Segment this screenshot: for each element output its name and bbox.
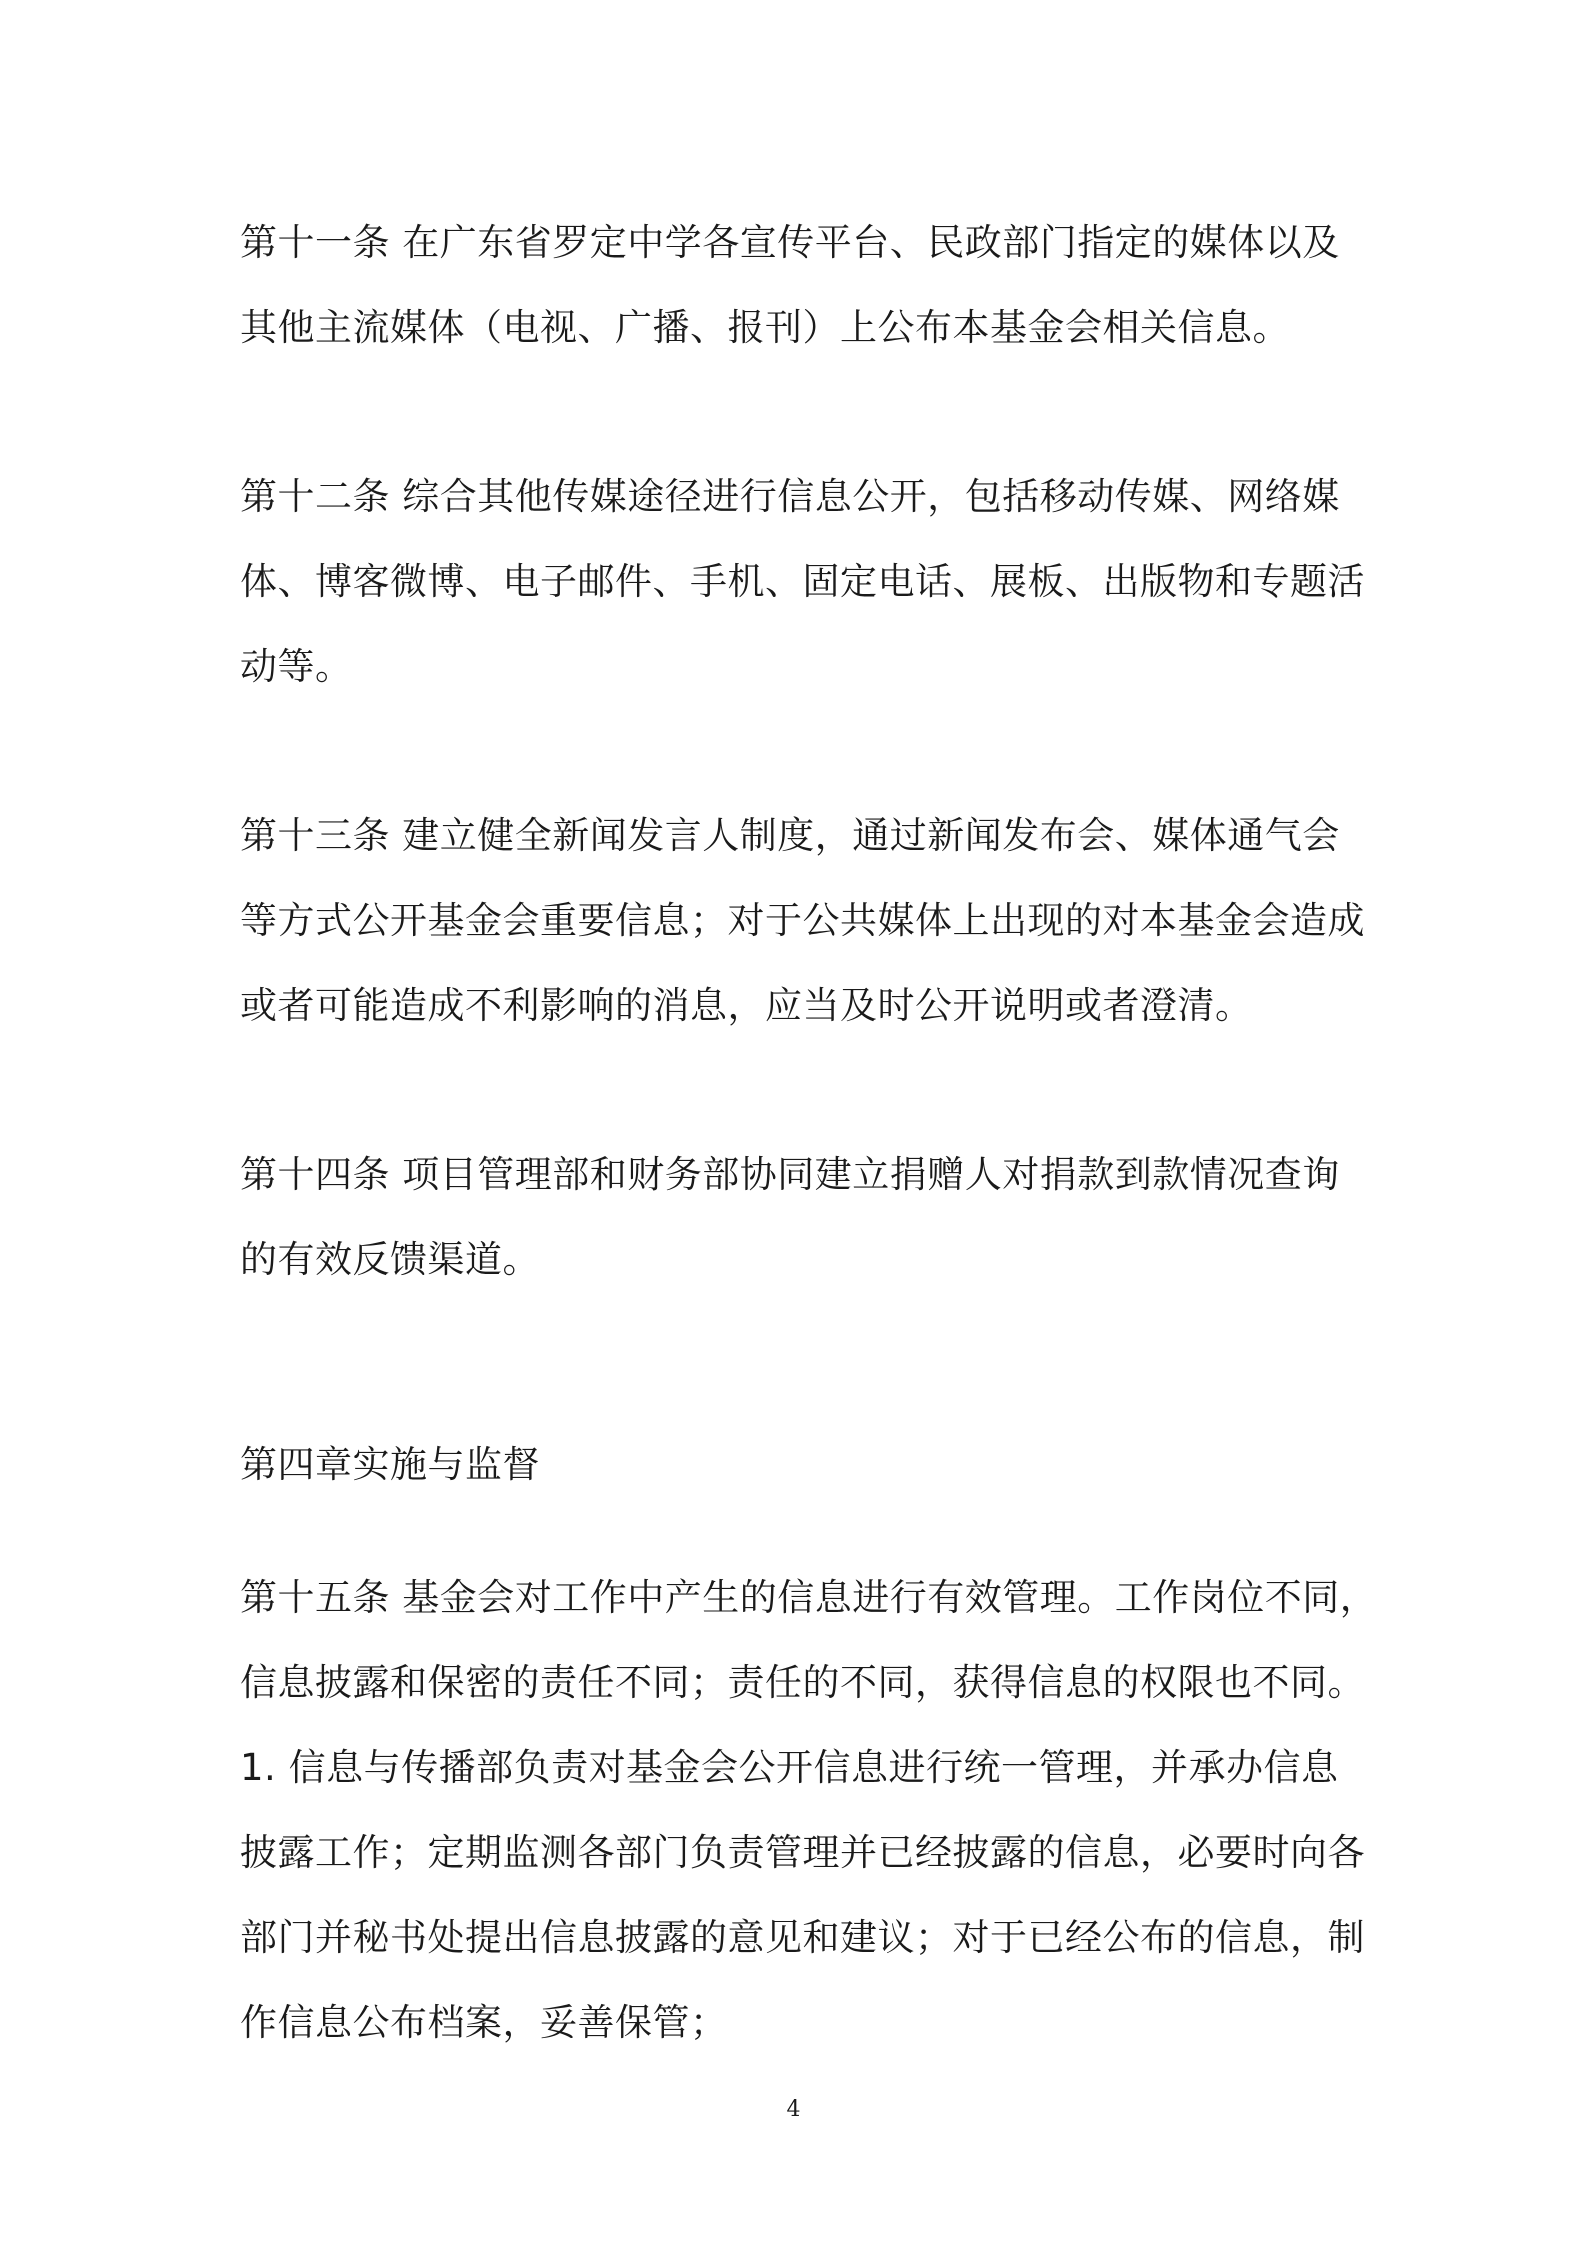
- article-line: 的有效反馈渠道。: [240, 1238, 540, 1281]
- article-line: 第十二条 综合其他传媒途径进行信息公开，包括移动传媒、网络媒: [240, 475, 1340, 518]
- article-line: 第十一条 在广东省罗定中学各宣传平台、民政部门指定的媒体以及: [240, 221, 1340, 264]
- article-11: [240, 200, 1360, 370]
- list-item-line: 作信息公布档案，妥善保管；: [240, 2001, 728, 2044]
- article-line: 第十五条 基金会对工作中产生的信息进行有效管理。工作岗位不同，: [240, 1576, 1378, 1619]
- document-body: [240, 200, 1378, 2065]
- article-15: [240, 1555, 1378, 2065]
- article-line: 第十四条 项目管理部和财务部协同建立捐赠人对捐款到款情况查询: [240, 1153, 1340, 1196]
- article-line: 或者可能造成不利影响的消息，应当及时公开说明或者澄清。: [240, 984, 1253, 1027]
- list-item-line: 披露工作；定期监测各部门负责管理并已经披露的信息，必要时向各: [240, 1831, 1365, 1874]
- chapter-title: 第四章实施与监督: [240, 1443, 540, 1486]
- article-13: [240, 793, 1365, 1048]
- article-12: [240, 454, 1365, 709]
- article-line: 动等。: [240, 645, 353, 688]
- article-line: 信息披露和保密的责任不同；责任的不同，获得信息的权限也不同。: [240, 1661, 1365, 1704]
- article-line: 其他主流媒体（电视、广播、报刊）上公布本基金会相关信息。: [240, 306, 1290, 349]
- article-line: 体、博客微博、电子邮件、手机、固定电话、展板、出版物和专题活: [240, 560, 1365, 603]
- article-14: [240, 1132, 1360, 1302]
- chapter-heading: [240, 1422, 1360, 1507]
- article-line: 等方式公开基金会重要信息；对于公共媒体上出现的对本基金会造成: [240, 899, 1365, 942]
- list-item-line: 部门并秘书处提出信息披露的意见和建议；对于已经公布的信息，制: [240, 1916, 1365, 1959]
- article-line: 第十三条 建立健全新闻发言人制度，通过新闻发布会、媒体通气会: [240, 814, 1340, 857]
- list-item-line: 1. 信息与传播部负责对基金会公开信息进行统一管理，并承办信息: [240, 1746, 1339, 1789]
- page-number: 4: [786, 2097, 801, 2122]
